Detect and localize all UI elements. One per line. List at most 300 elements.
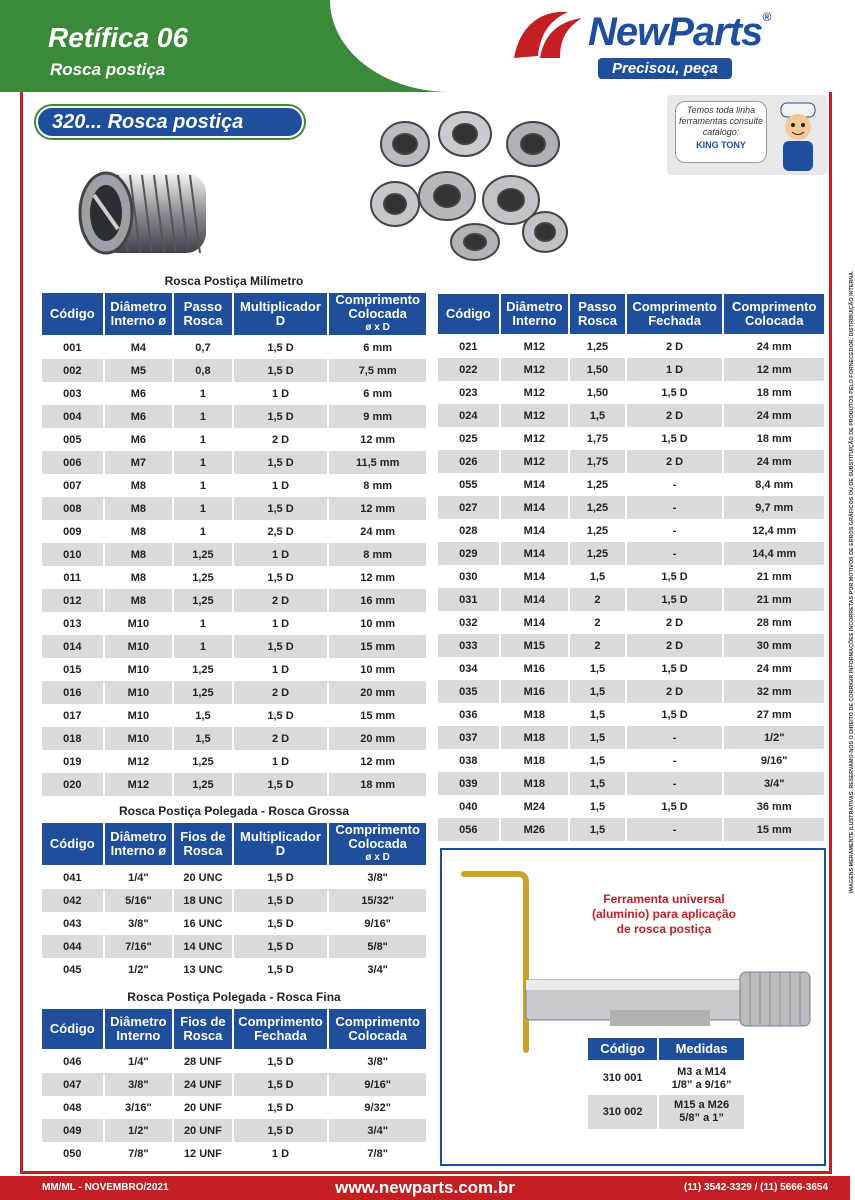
table-cell: 1,5 D	[626, 588, 724, 611]
table-cell: 1,25	[569, 473, 626, 496]
table-cell: 1/2"	[104, 1119, 174, 1142]
table-cell: 24 UNF	[173, 1073, 232, 1096]
table-cell: 1,25	[173, 589, 232, 612]
table-cell: 16 UNC	[173, 912, 232, 935]
table-cell: 041	[41, 866, 104, 889]
table-cell: 1 D	[233, 474, 329, 497]
table-cell: M18	[500, 726, 570, 749]
table-row	[587, 1095, 745, 1129]
table-cell: 1,5 D	[233, 866, 329, 889]
table-row	[437, 657, 825, 680]
table-row	[437, 358, 825, 381]
table-cell: 1,75	[569, 427, 626, 450]
table-cell: 21 mm	[723, 565, 825, 588]
table-row	[437, 680, 825, 703]
table-cell: 1,5	[569, 404, 626, 427]
table-cell: 1,5 D	[233, 1050, 329, 1073]
col-header-comprimento-colocada: Comprimento Colocada	[723, 293, 825, 335]
table-row	[41, 405, 427, 428]
col-header-diametro: Diâmetro Interno ø	[104, 292, 174, 336]
table-cell: 12 mm	[723, 358, 825, 381]
table-row	[41, 382, 427, 405]
newparts-logo	[510, 6, 820, 86]
table-cell: 1,5	[569, 795, 626, 818]
table-cell: 1/2"	[723, 726, 825, 749]
table-cell: 1,5 D	[233, 451, 329, 474]
table-cell: 010	[41, 543, 104, 566]
table-cell: 1	[173, 497, 232, 520]
coarse-caption: Rosca Postiça Polegada - Rosca Grossa	[41, 800, 427, 822]
table-cell: 008	[41, 497, 104, 520]
table-cell: 046	[41, 1050, 104, 1073]
table-cell: 1,5 D	[233, 958, 329, 981]
table-cell: 10 mm	[328, 612, 427, 635]
col-header-codigo: Código	[41, 822, 104, 866]
table-row	[41, 866, 427, 889]
table-cell: 1,5 D	[233, 359, 329, 382]
table-cell: 3/16"	[104, 1096, 174, 1119]
table-cell: 14 UNC	[173, 935, 232, 958]
table-row	[437, 542, 825, 565]
table-cell: 2	[569, 588, 626, 611]
table-cell: 1,5 D	[233, 635, 329, 658]
table-cell: 1	[173, 474, 232, 497]
side-disclaimer: IMAGENS MERAMENTE ILUSTRATIVAS. RESERVAMO-NOS O DIREITO DE CORRIGIR INFORMAÇÕES INCORRETAS POR MOTIVOS DE ERROS GRÁFICOS OU DE SUBSTITUIÇÃO DE PRODUTOS PELO FORNECEDOR. DISTRIBUIÇÃO INTERNA.	[849, 270, 855, 893]
table-cell: 3/8"	[104, 912, 174, 935]
table-cell: 032	[437, 611, 500, 634]
tool-code: 310 001	[587, 1061, 658, 1095]
table-cell: 1,5	[173, 704, 232, 727]
table-row	[41, 889, 427, 912]
table-cell: 1,50	[569, 381, 626, 404]
header-bar	[0, 0, 850, 92]
table-cell: 6 mm	[328, 336, 427, 359]
table-cell: M10	[104, 727, 174, 750]
col-header-fios: Fios de Rosca	[173, 822, 232, 866]
table-cell: 7/16"	[104, 935, 174, 958]
table-row	[437, 818, 825, 841]
table-cell: 18 mm	[328, 773, 427, 796]
col-header-codigo: Código	[41, 1008, 104, 1050]
metric-left-body	[41, 336, 427, 796]
col-header-comprimento: Comprimento Colocada ø x D	[328, 822, 427, 866]
table-cell: 047	[41, 1073, 104, 1096]
table-cell: 21 mm	[723, 588, 825, 611]
table-cell: 7/8"	[104, 1142, 174, 1165]
table-row	[41, 359, 427, 382]
table-cell: 014	[41, 635, 104, 658]
table-cell: 27 mm	[723, 703, 825, 726]
table-cell: 1,5 D	[233, 889, 329, 912]
table-cell: 038	[437, 749, 500, 772]
tool-description: Ferramenta universal (alumínio) para aplicação de rosca postiça	[591, 892, 737, 936]
table-cell: 056	[437, 818, 500, 841]
tool-table	[586, 1036, 746, 1129]
table-cell: 022	[437, 358, 500, 381]
table-cell: 1,5 D	[626, 795, 724, 818]
table-row	[41, 1142, 427, 1165]
table-cell: 13 UNC	[173, 958, 232, 981]
page-title: Retífica 06	[48, 22, 189, 53]
table-cell: M14	[500, 565, 570, 588]
table-cell: M10	[104, 635, 174, 658]
table-cell: -	[626, 726, 724, 749]
table-cell: 9/16"	[328, 1073, 427, 1096]
table-cell: 1,5 D	[233, 336, 329, 359]
table-cell: 1,5	[569, 703, 626, 726]
king-tony-brand: KING TONY	[696, 140, 746, 150]
table-cell: 033	[437, 634, 500, 657]
table-row	[41, 727, 427, 750]
table-cell: M8	[104, 566, 174, 589]
table-cell: 1,5 D	[626, 565, 724, 588]
table-cell: 2 D	[626, 634, 724, 657]
table-cell: 24 mm	[723, 404, 825, 427]
table-cell: 015	[41, 658, 104, 681]
table-cell: 11,5 mm	[328, 451, 427, 474]
table-cell: 30 mm	[723, 634, 825, 657]
table-row	[41, 658, 427, 681]
table-row	[437, 404, 825, 427]
table-cell: 1/2"	[104, 958, 174, 981]
table-cell: 16 mm	[328, 589, 427, 612]
table-cell: M10	[104, 704, 174, 727]
brand-name: NewParts®	[588, 10, 771, 54]
metric-table-left	[40, 270, 428, 796]
table-row	[41, 543, 427, 566]
col-header-diametro: Diâmetro Interno	[104, 1008, 174, 1050]
table-row	[41, 336, 427, 359]
table-cell: 24 mm	[723, 335, 825, 358]
table-cell: 028	[437, 519, 500, 542]
table-cell: 004	[41, 405, 104, 428]
table-cell: 24 mm	[328, 520, 427, 543]
table-cell: M4	[104, 336, 174, 359]
table-cell: 15/32"	[328, 889, 427, 912]
table-cell: 1,5 D	[233, 935, 329, 958]
table-cell: 1,25	[569, 542, 626, 565]
table-cell: 042	[41, 889, 104, 912]
table-cell: 6 mm	[328, 382, 427, 405]
table-row	[41, 566, 427, 589]
table-cell: 8 mm	[328, 543, 427, 566]
col-header-comprimento-fechada: Comprimento Fechada	[626, 293, 724, 335]
table-cell: M5	[104, 359, 174, 382]
table-cell: 1 D	[233, 612, 329, 635]
table-cell: M16	[500, 657, 570, 680]
table-cell: 1,5	[569, 565, 626, 588]
table-cell: 3/8"	[104, 1073, 174, 1096]
table-row	[437, 634, 825, 657]
tool-measures: M15 a M26 5/8” a 1”	[658, 1095, 745, 1129]
table-cell: 12 mm	[328, 428, 427, 451]
table-row	[437, 335, 825, 358]
table-cell: M7	[104, 451, 174, 474]
table-cell: 1,5 D	[233, 773, 329, 796]
table-cell: M12	[104, 750, 174, 773]
table-cell: 1/4"	[104, 866, 174, 889]
tool-measures: M3 a M14 1/8” a 9/16”	[658, 1061, 745, 1095]
table-cell: M14	[500, 542, 570, 565]
table-cell: 0,7	[173, 336, 232, 359]
table-cell: M10	[104, 681, 174, 704]
table-cell: 001	[41, 336, 104, 359]
col-header-diametro: Diâmetro Interno ø	[104, 822, 174, 866]
table-row	[437, 565, 825, 588]
table-row	[437, 381, 825, 404]
table-cell: 1,25	[569, 519, 626, 542]
table-row	[41, 428, 427, 451]
footer-website[interactable]: www.newparts.com.br	[335, 1178, 515, 1197]
table-cell: 15 mm	[328, 635, 427, 658]
table-cell: 9,7 mm	[723, 496, 825, 519]
table-cell: 9/32"	[328, 1096, 427, 1119]
table-cell: 2	[569, 611, 626, 634]
table-cell: 1,5	[569, 657, 626, 680]
col-header-passo: Passo Rosca	[173, 292, 232, 336]
table-cell: -	[626, 542, 724, 565]
table-cell: 012	[41, 589, 104, 612]
table-cell: 15 mm	[328, 704, 427, 727]
table-cell: M12	[500, 427, 570, 450]
table-cell: M10	[104, 612, 174, 635]
table-cell: 20 UNF	[173, 1096, 232, 1119]
table-row	[41, 935, 427, 958]
table-cell: M15	[500, 634, 570, 657]
table-cell: 7,5 mm	[328, 359, 427, 382]
table-cell: 1	[173, 405, 232, 428]
table-cell: 2 D	[626, 335, 724, 358]
table-cell: M16	[500, 680, 570, 703]
table-cell: 1 D	[626, 358, 724, 381]
table-cell: M8	[104, 543, 174, 566]
table-cell: 1	[173, 382, 232, 405]
table-cell: 1,5	[569, 818, 626, 841]
table-row	[41, 635, 427, 658]
table-cell: M12	[500, 381, 570, 404]
table-cell: 1,25	[173, 658, 232, 681]
table-cell: 2 D	[233, 589, 329, 612]
table-row	[437, 726, 825, 749]
table-cell: 32 mm	[723, 680, 825, 703]
table-cell: 005	[41, 428, 104, 451]
col-header-codigo: Código	[41, 292, 104, 336]
table-cell: 1	[173, 428, 232, 451]
table-cell: 2 D	[626, 611, 724, 634]
table-cell: 1,5	[569, 749, 626, 772]
table-cell: 2 D	[626, 404, 724, 427]
col-header-codigo: Código	[587, 1037, 658, 1061]
table-cell: 1,5 D	[233, 912, 329, 935]
table-cell: 1 D	[233, 382, 329, 405]
metric-caption: Rosca Postiça Milímetro	[41, 270, 427, 292]
table-cell: 1,5	[569, 726, 626, 749]
table-cell: M8	[104, 474, 174, 497]
table-cell: 20 UNF	[173, 1119, 232, 1142]
table-cell: M8	[104, 589, 174, 612]
table-cell: M14	[500, 611, 570, 634]
table-cell: 020	[41, 773, 104, 796]
table-cell: 024	[437, 404, 500, 427]
table-cell: 20 mm	[328, 681, 427, 704]
table-row	[587, 1061, 745, 1095]
table-row	[41, 451, 427, 474]
table-cell: 1,5 D	[626, 381, 724, 404]
table-cell: 031	[437, 588, 500, 611]
table-row	[437, 473, 825, 496]
col-header-multiplicador: Multiplicador D	[233, 822, 329, 866]
table-cell: 044	[41, 935, 104, 958]
col-header-comprimento-fechada: Comprimento Fechada	[233, 1008, 329, 1050]
table-cell: M12	[500, 358, 570, 381]
table-cell: 8,4 mm	[723, 473, 825, 496]
table-cell: 013	[41, 612, 104, 635]
table-cell: 1,5 D	[233, 566, 329, 589]
table-cell: 12 mm	[328, 750, 427, 773]
table-cell: 5/8"	[328, 935, 427, 958]
table-cell: 048	[41, 1096, 104, 1119]
table-cell: 1,5 D	[626, 427, 724, 450]
table-cell: 1/4"	[104, 1050, 174, 1073]
table-cell: 1	[173, 612, 232, 635]
table-cell: 027	[437, 496, 500, 519]
table-cell: 016	[41, 681, 104, 704]
table-row	[41, 958, 427, 981]
table-cell: 20 mm	[328, 727, 427, 750]
table-cell: 18 mm	[723, 427, 825, 450]
table-cell: 15 mm	[723, 818, 825, 841]
table-cell: 3/8"	[328, 1050, 427, 1073]
table-cell: 24 mm	[723, 657, 825, 680]
table-cell: M18	[500, 703, 570, 726]
table-cell: 2 D	[233, 428, 329, 451]
table-cell: M6	[104, 405, 174, 428]
table-cell: 035	[437, 680, 500, 703]
table-cell: 8 mm	[328, 474, 427, 497]
table-cell: 12 mm	[328, 566, 427, 589]
col-header-medidas: Medidas	[658, 1037, 745, 1061]
table-cell: 3/4"	[723, 772, 825, 795]
table-cell: 037	[437, 726, 500, 749]
table-cell: 021	[437, 335, 500, 358]
table-cell: 1 D	[233, 750, 329, 773]
catalog-note	[667, 95, 827, 175]
table-cell: M12	[500, 404, 570, 427]
table-cell: 9 mm	[328, 405, 427, 428]
table-cell: 1,5 D	[626, 703, 724, 726]
table-cell: 009	[41, 520, 104, 543]
table-cell: 1,5 D	[233, 1073, 329, 1096]
table-cell: 1,5 D	[233, 1096, 329, 1119]
table-cell: M8	[104, 497, 174, 520]
table-row	[41, 681, 427, 704]
table-row	[437, 795, 825, 818]
brand-slogan: Precisou, peça	[598, 58, 732, 79]
table-cell: M6	[104, 428, 174, 451]
logo-swoosh-icon	[510, 6, 586, 66]
table-cell: M12	[104, 773, 174, 796]
table-row	[437, 496, 825, 519]
thread-inserts-group-icon	[365, 104, 575, 264]
table-cell: 1,5	[569, 680, 626, 703]
col-header-codigo: Código	[437, 293, 500, 335]
table-cell: M14	[500, 519, 570, 542]
footer-edition: MM/ML - NOVEMBRO/2021	[42, 1182, 169, 1193]
footer-bar	[0, 1176, 850, 1200]
table-row	[437, 588, 825, 611]
table-row	[437, 703, 825, 726]
table-cell: 1,5 D	[233, 405, 329, 428]
tool-code: 310 002	[587, 1095, 658, 1129]
section-title: 320... Rosca postiça	[36, 106, 304, 138]
table-row	[41, 912, 427, 935]
mascot-icon	[775, 101, 821, 171]
table-cell: M6	[104, 382, 174, 405]
table-cell: M12	[500, 450, 570, 473]
col-header-comprimento: Comprimento Colocada ø x D	[328, 292, 427, 336]
table-cell: 1,5	[569, 772, 626, 795]
col-header-multiplicador: Multiplicador D	[233, 292, 329, 336]
table-row	[437, 519, 825, 542]
table-cell: 9/16"	[723, 749, 825, 772]
table-cell: 12 mm	[328, 497, 427, 520]
table-cell: M18	[500, 749, 570, 772]
table-cell: M18	[500, 772, 570, 795]
table-cell: 011	[41, 566, 104, 589]
fine-body	[41, 1050, 427, 1165]
table-cell: M14	[500, 496, 570, 519]
thread-insert-photo-icon	[66, 155, 216, 275]
table-cell: 14,4 mm	[723, 542, 825, 565]
table-cell: 1,5 D	[233, 704, 329, 727]
table-cell: 045	[41, 958, 104, 981]
table-row	[41, 1119, 427, 1142]
table-cell: 0,8	[173, 359, 232, 382]
table-cell: 3/4"	[328, 958, 427, 981]
table-cell: 1,25	[173, 681, 232, 704]
table-cell: M10	[104, 658, 174, 681]
table-cell: 1,5 D	[233, 1119, 329, 1142]
table-cell: 034	[437, 657, 500, 680]
table-cell: 1,25	[569, 496, 626, 519]
table-cell: 36 mm	[723, 795, 825, 818]
table-cell: M12	[500, 335, 570, 358]
table-cell: 28 mm	[723, 611, 825, 634]
tool-box	[440, 848, 826, 1166]
table-cell: 5/16"	[104, 889, 174, 912]
table-cell: 050	[41, 1142, 104, 1165]
table-cell: 002	[41, 359, 104, 382]
table-cell: 18 mm	[723, 381, 825, 404]
col-header-passo: Passo Rosca	[569, 293, 626, 335]
table-cell: -	[626, 519, 724, 542]
table-row	[41, 612, 427, 635]
table-cell: M14	[500, 588, 570, 611]
metric-right-body	[437, 335, 825, 841]
table-cell: 1	[173, 520, 232, 543]
table-cell: 2	[569, 634, 626, 657]
table-cell: 12 UNF	[173, 1142, 232, 1165]
col-header-comprimento-colocada: Comprimento Colocada	[328, 1008, 427, 1050]
table-row	[41, 1073, 427, 1096]
table-row	[41, 589, 427, 612]
table-cell: 007	[41, 474, 104, 497]
table-row	[41, 520, 427, 543]
table-cell: 049	[41, 1119, 104, 1142]
table-row	[41, 497, 427, 520]
table-cell: 055	[437, 473, 500, 496]
table-cell: 1,25	[173, 566, 232, 589]
